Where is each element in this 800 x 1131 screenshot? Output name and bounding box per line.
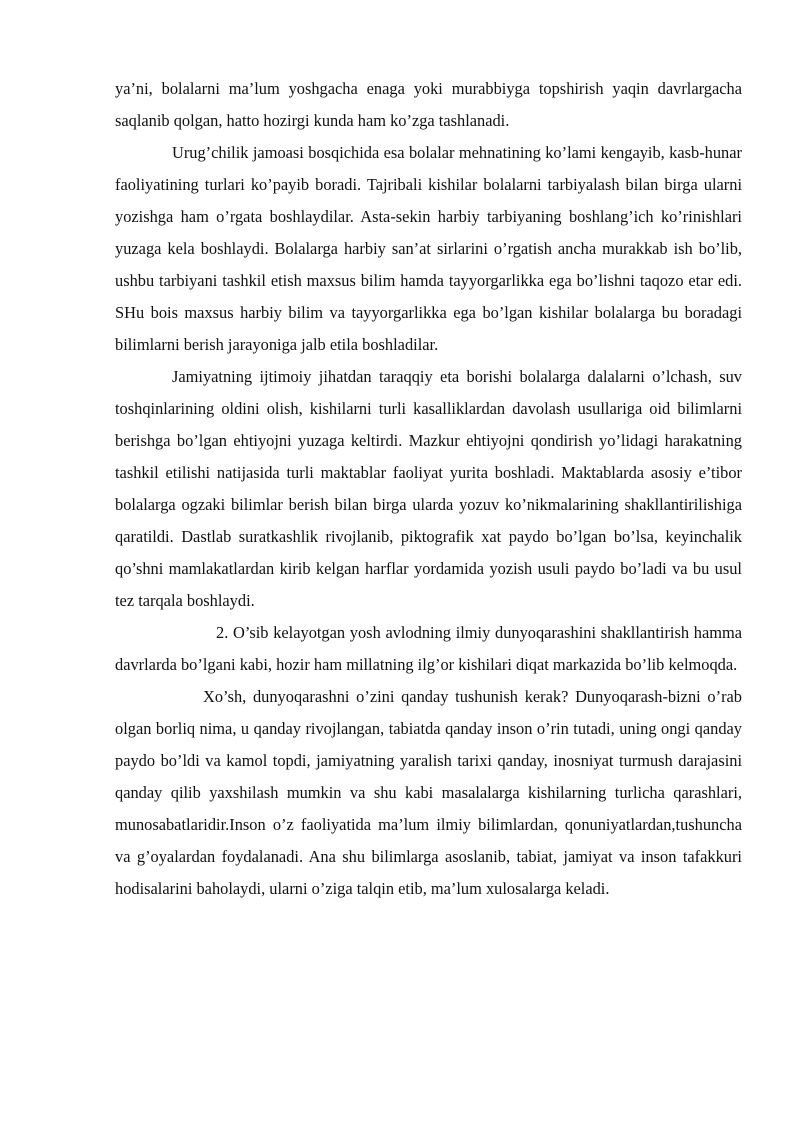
document-body xyxy=(115,73,742,905)
paragraph-clan-community: Urug’chilik jamoasi bosqichida esa bolalar mehnatining ko’lami kengayib, kasb-hunar faoliyatining turlari ko’payib boradi. Tajribali kishilar bolalarni tarbiyalash bilan birga ularni yozishga ham o’rgata boshlaydilar. Asta-sekin harbiy tarbiyaning boshlang’ich ko’rinishlari yuzaga kela boshlaydi. Bolalarga harbiy san’at sirlarini o’rgatish ancha murakkab ish bo’lib, ushbu tarbiyani tashkil etish maxsus bilim hamda tayyorgarlikka ega bo’lishni taqozo etar edi. SHu bois maxsus harbiy bilim va tayyorgarlikka ega bo’lgan kishilar bolalarga bu boradagi bilimlarni berish jarayoniga jalb etila boshladilar. xyxy=(115,143,742,354)
paragraph-numbered-section-2: 2. O’sib kelayotgan yosh avlodning ilmiy dunyoqarashini shakllantirish hamma davrlarda bo’lgani kabi, hozir ham millatning ilg’or kishilari diqat markazida bo’lib kelmoqda. xyxy=(115,623,742,674)
paragraph-worldview-definition: Xo’sh, dunyoqarashni o’zini qanday tushunish kerak? Dunyoqarash-bizni o’rab olgan borliq nima, u qanday rivojlangan, tabiatda qanday inson o’rin tutadi, uning ongi qanday paydo bo’ldi va kamol topdi, jamiyatning yaralish tarixi qanday, inosniyat turmush darajasini qanday qilib yaxshilash mumkin va shu kabi masalalarga kishilarning turlicha qarashlari, munosabatlaridir.Inson o’z faoliyatida ma’lum ilmiy bilimlardan, qonuniyatlardan,tushuncha va g’oyalardan foydalanadi. Ana shu bilimlarga asoslanib, tabiat, jamiyat va inson tafakkuri hodisalarini baholaydi, ularni o’ziga talqin etib, ma’lum xulosalarga keladi. xyxy=(115,687,742,898)
paragraph-continuation: ya’ni, bolalarni ma’lum yoshgacha enaga yoki murabbiyga topshirish yaqin davrlargacha saqlanib qolgan, hatto hozirgi kunda ham ko’zga tashlanadi. xyxy=(115,79,742,130)
paragraph-society-development: Jamiyatning ijtimoiy jihatdan taraqqiy eta borishi bolalarga dalalarni o’lchash, suv toshqinlarining oldini olish, kishilarni turli kasalliklardan davolash usullariga oid bilimlarni berishga bo’lgan ehtiyojni yuzaga keltirdi. Mazkur ehtiyojni qondirish yo’lidagi harakatning tashkil etilishi natijasida turli maktablar faoliyat yurita boshladi. Maktablarda asosiy e’tibor bolalarga ogzaki bilimlar berish bilan birga ularda yozuv ko’nikmalarining shakllantirilishiga qaratildi. Dastlab suratkashlik rivojlanib, piktografik xat paydo bo’lgan bo’lsa, keyinchalik qo’shni mamlakatlardan kirib kelgan harflar yordamida yozish usuli paydo bo’ladi va bu usul tez tarqala boshlaydi. xyxy=(115,367,742,610)
